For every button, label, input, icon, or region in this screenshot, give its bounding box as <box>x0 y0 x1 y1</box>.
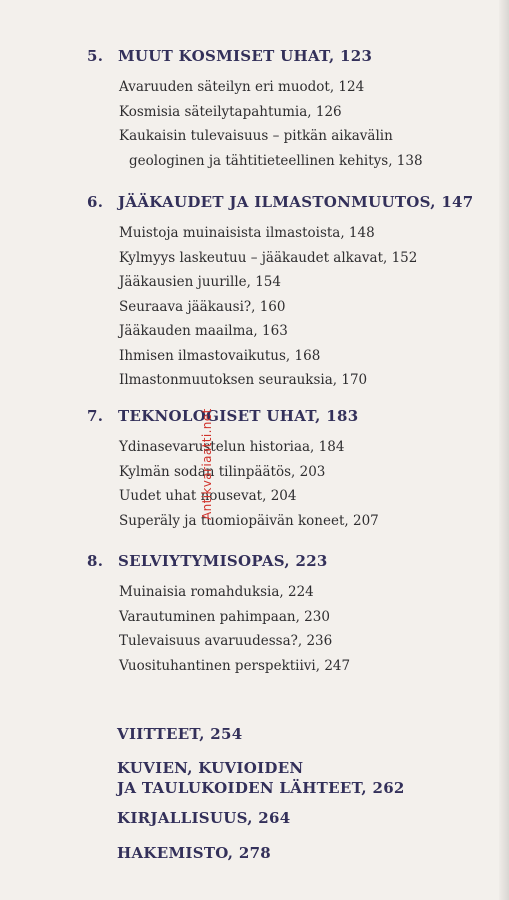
chapter-heading <box>87 407 358 425</box>
toc-entry: Kylmyys laskeutuu – jääkaudet alkavat, 152 <box>119 249 418 266</box>
chapter-items <box>119 435 379 533</box>
toc-entry: Seuraava jääkausi?, 160 <box>119 298 286 315</box>
toc-entry-line: Kaukaisin tulevaisuus – pitkän aikavälin <box>119 128 393 144</box>
appendix-line: JA TAULUKOIDEN LÄHTEET, 262 <box>117 779 405 797</box>
appendix-index <box>117 843 271 863</box>
appendix-line: KUVIEN, KUVIOIDEN <box>117 759 304 777</box>
appendix-line: HAKEMISTO, 278 <box>117 844 272 862</box>
appendix-line: KIRJALLISUUS, 264 <box>117 809 291 827</box>
toc-entry: Jääkausien juurille, 154 <box>119 274 281 290</box>
chapter-items <box>119 580 350 678</box>
watermark: Antikvariaatti.net <box>200 408 214 520</box>
chapter-number: 6. <box>87 193 104 211</box>
toc-entry: Ilmastonmuutoksen seurauksia, 170 <box>119 372 368 388</box>
toc-entry-continuation: geologinen ja tähtitieteellinen kehitys, 138 <box>129 152 423 169</box>
chapter-title: TEKNOLOGISET UHAT, 183 <box>118 407 359 425</box>
toc-entry: Jääkauden maailma, 163 <box>119 323 288 339</box>
toc-entry <box>119 124 423 173</box>
toc-entry: Superäly ja tuomiopäivän koneet, 207 <box>119 512 379 529</box>
appendix-line: VIITTEET, 254 <box>117 725 243 743</box>
toc-entry: Kylmän sodan tilinpäätös, 203 <box>119 463 326 480</box>
toc-entry: Varautuminen pahimpaan, 230 <box>119 608 330 625</box>
page-edge <box>499 0 509 900</box>
toc-entry: Tulevaisuus avaruudessa?, 236 <box>119 633 333 649</box>
chapter-heading <box>87 47 372 65</box>
toc-entry: Ihmisen ilmastovaikutus, 168 <box>119 347 321 364</box>
chapter-title: SELVIYTYMISOPAS, 223 <box>118 552 328 570</box>
toc-entry: Muistoja muinaisista ilmastoista, 148 <box>119 225 375 241</box>
toc-entry: Avaruuden säteilyn eri muodot, 124 <box>119 79 365 95</box>
chapter-title: MUUT KOSMISET UHAT, 123 <box>118 47 373 65</box>
appendix-bibliography <box>117 808 291 828</box>
toc-entry: Vuosituhantinen perspektiivi, 247 <box>119 657 351 674</box>
chapter-heading <box>87 552 328 570</box>
toc-entry: Muinaisia romahduksia, 224 <box>119 584 314 600</box>
chapter-number: 8. <box>87 552 104 570</box>
chapter-heading <box>87 193 474 211</box>
chapter-number: 7. <box>87 407 104 425</box>
toc-entry: Ydinasevarustelun historiaa, 184 <box>119 439 345 455</box>
toc-entry: Kosmisia säteilytapahtumia, 126 <box>119 103 342 120</box>
chapter-number: 5. <box>87 47 104 65</box>
appendix-image-sources <box>117 758 405 798</box>
appendix-notes <box>117 724 243 744</box>
chapter-title: JÄÄKAUDET JA ILMASTONMUUTOS, 147 <box>118 193 474 211</box>
chapter-items <box>119 75 423 173</box>
chapter-items <box>119 221 417 393</box>
toc-entry: Uudet uhat nousevat, 204 <box>119 488 297 504</box>
